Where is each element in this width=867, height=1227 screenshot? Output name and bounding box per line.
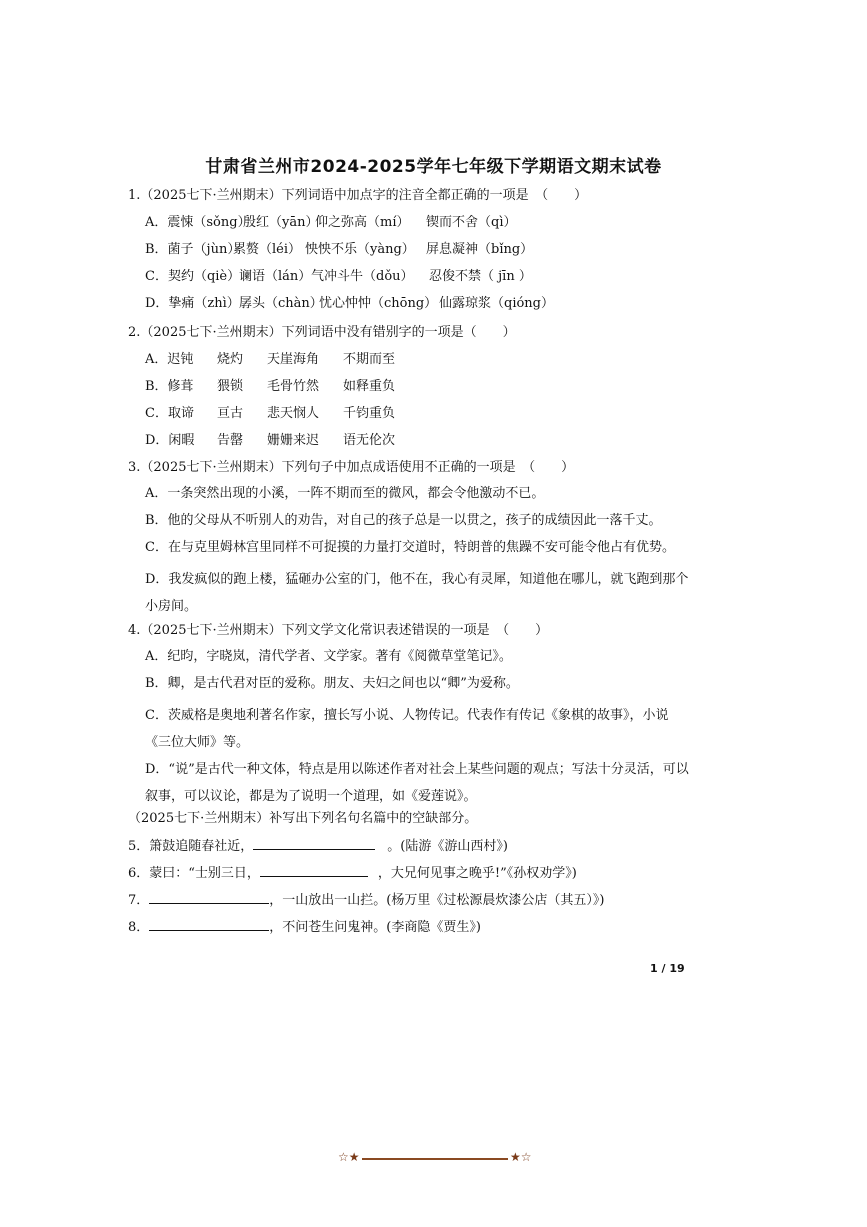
- option-cell: A．迟钝: [145, 352, 194, 367]
- option-cell: 忧心忡忡（chōng）: [319, 296, 438, 311]
- fill-section-intro: （2025七下·兰州期末）补写出下列名句名篇中的空缺部分。: [128, 811, 478, 826]
- fill-item-text: 7．: [128, 893, 150, 908]
- fill-item-7: [128, 891, 604, 910]
- option-cell: 天崖海角: [267, 352, 320, 367]
- fill-item-source: ，一山放出一山拦。(杨万里《过松源晨炊漆公店（其五）》): [269, 893, 605, 908]
- option-cell: 悲天悯人: [267, 406, 320, 421]
- option-cell: 烧灼: [217, 352, 244, 367]
- question-4-stem: 4.（2025七下·兰州期末）下列文学文化常识表述错误的一项是 （ ）: [128, 623, 549, 638]
- question-3-stem: 3.（2025七下·兰州期末）下列句子中加点成语使用不正确的一项是 （ ）: [128, 460, 575, 475]
- question-1-stem: 1.（2025七下·兰州期末）下列词语中加点字的注音全都正确的一项是 （ ）: [128, 188, 588, 203]
- option-cell: D．闲暇: [145, 433, 195, 448]
- question-4-option-a: A．纪昀，字晓岚，清代学者、文学家。著有《阅微草堂笔记》。: [145, 649, 512, 664]
- fill-item-8: [128, 918, 481, 937]
- option-cell: A．震悚（sǒng）: [145, 215, 251, 230]
- option-cell: 谰语（lán）: [239, 269, 312, 284]
- option-cell: 姗姗来迟: [267, 433, 320, 448]
- question-2-option-b: [145, 378, 395, 396]
- fill-item-source: ，不问苍生问鬼神。(李商隐《贾生》): [269, 920, 481, 935]
- answer-blank[interactable]: [149, 891, 269, 904]
- question-1-option-a: [145, 214, 516, 232]
- question-3-option-b: B．他的父母从不听别人的劝告，对自己的孩子总是一以贯之，孩子的成绩因此一落千丈。: [145, 513, 662, 528]
- fill-item-5: [128, 837, 508, 856]
- fill-item-source: ，大兄何见事之晚乎!”《孙权劝学》): [377, 866, 577, 881]
- option-cell: B．修葺: [145, 379, 194, 394]
- question-2-option-c: [145, 405, 395, 423]
- question-2-stem: 2.（2025七下·兰州期末）下列词语中没有错别字的一项是（ ）: [128, 325, 516, 340]
- option-cell: 千钧重负: [343, 406, 396, 421]
- option-cell: 忍俊不禁（ jīn ）: [429, 269, 532, 284]
- star-icon: ☆★: [338, 1150, 360, 1164]
- option-cell: 殷红（yān）: [243, 215, 319, 230]
- option-cell: 屏息凝神（bǐng）: [426, 242, 534, 257]
- option-cell: 仙露琼浆（qióng）: [439, 296, 555, 311]
- option-cell: C．取谛: [145, 406, 194, 421]
- question-3-option-a: A．一条突然出现的小溪，一阵不期而至的微风，都会令他激动不已。: [145, 486, 545, 501]
- fill-item-text: 8．: [128, 920, 150, 935]
- option-cell: 累赘（léi）: [233, 242, 302, 257]
- fill-item-text: 5．箫鼓追随春社近，: [128, 839, 254, 854]
- option-cell: 怏怏不乐（yàng）: [305, 242, 415, 257]
- option-cell: 锲而不舍（qì）: [426, 215, 517, 230]
- answer-blank[interactable]: [260, 864, 368, 877]
- footer-divider: [362, 1158, 508, 1160]
- question-1-option-d: [145, 295, 554, 313]
- option-cell: 如释重负: [343, 379, 396, 394]
- star-icon: ★☆: [510, 1150, 532, 1164]
- option-cell: D．挚痛（zhì）: [145, 296, 240, 311]
- footer-ornament: [338, 1152, 534, 1166]
- option-cell: B．菌子（jùn）: [145, 242, 241, 257]
- question-3-option-c: C．在与克里姆林宫里同样不可捉摸的力量打交道时，特朗普的焦躁不安可能令他占有优势。: [145, 540, 675, 555]
- option-cell: 语无伦次: [343, 433, 396, 448]
- option-cell: 气冲斗牛（dǒu）: [311, 269, 414, 284]
- question-4-option-c: C．茨威格是奥地利著名作家，擅长写小说、人物传记。代表作有传记《象棋的故事》，小说《三位大师》等。: [145, 708, 669, 750]
- answer-blank[interactable]: [149, 918, 269, 931]
- option-cell: C．契约（qiè）: [145, 269, 241, 284]
- question-1-option-c: [145, 268, 532, 286]
- question-2-option-d: [145, 432, 395, 450]
- option-cell: 告罄: [217, 433, 244, 448]
- option-cell: 毛骨竹然: [267, 379, 320, 394]
- fill-item-source: 。(陆游《游山西村》): [387, 839, 508, 854]
- question-2-option-a: [145, 351, 395, 369]
- option-cell: 仰之弥高（mí）: [315, 215, 410, 230]
- fill-item-text: 6．蒙曰：“士别三日，: [128, 866, 260, 881]
- question-4-option-b: B．卿，是古代君对臣的爱称。朋友、夫妇之间也以“卿”为爱称。: [145, 676, 519, 691]
- answer-blank[interactable]: [253, 837, 375, 850]
- option-cell: 不期而至: [343, 352, 396, 367]
- question-3-option-d: D．我发疯似的跑上楼，猛砸办公室的门，他不在，我心有灵犀，知道他在哪儿，就飞跑到那个小房间。: [145, 572, 689, 614]
- question-1-option-b: [145, 241, 533, 259]
- option-cell: 猥锁: [217, 379, 244, 394]
- page-title: 甘肃省兰州市2024-2025学年七年级下学期语文期末试卷: [205, 157, 662, 177]
- question-4-option-d: D．“说”是古代一种文体，特点是用以陈述作者对社会上某些问题的观点；写法十分灵活，可以叙事，可以议论，都是为了说明一个道理，如《爱莲说》。: [145, 762, 689, 804]
- page-number: 1 / 19: [650, 962, 685, 975]
- option-cell: 孱头（chàn）: [239, 296, 323, 311]
- fill-item-6: [128, 864, 577, 883]
- option-cell: 亘古: [217, 406, 244, 421]
